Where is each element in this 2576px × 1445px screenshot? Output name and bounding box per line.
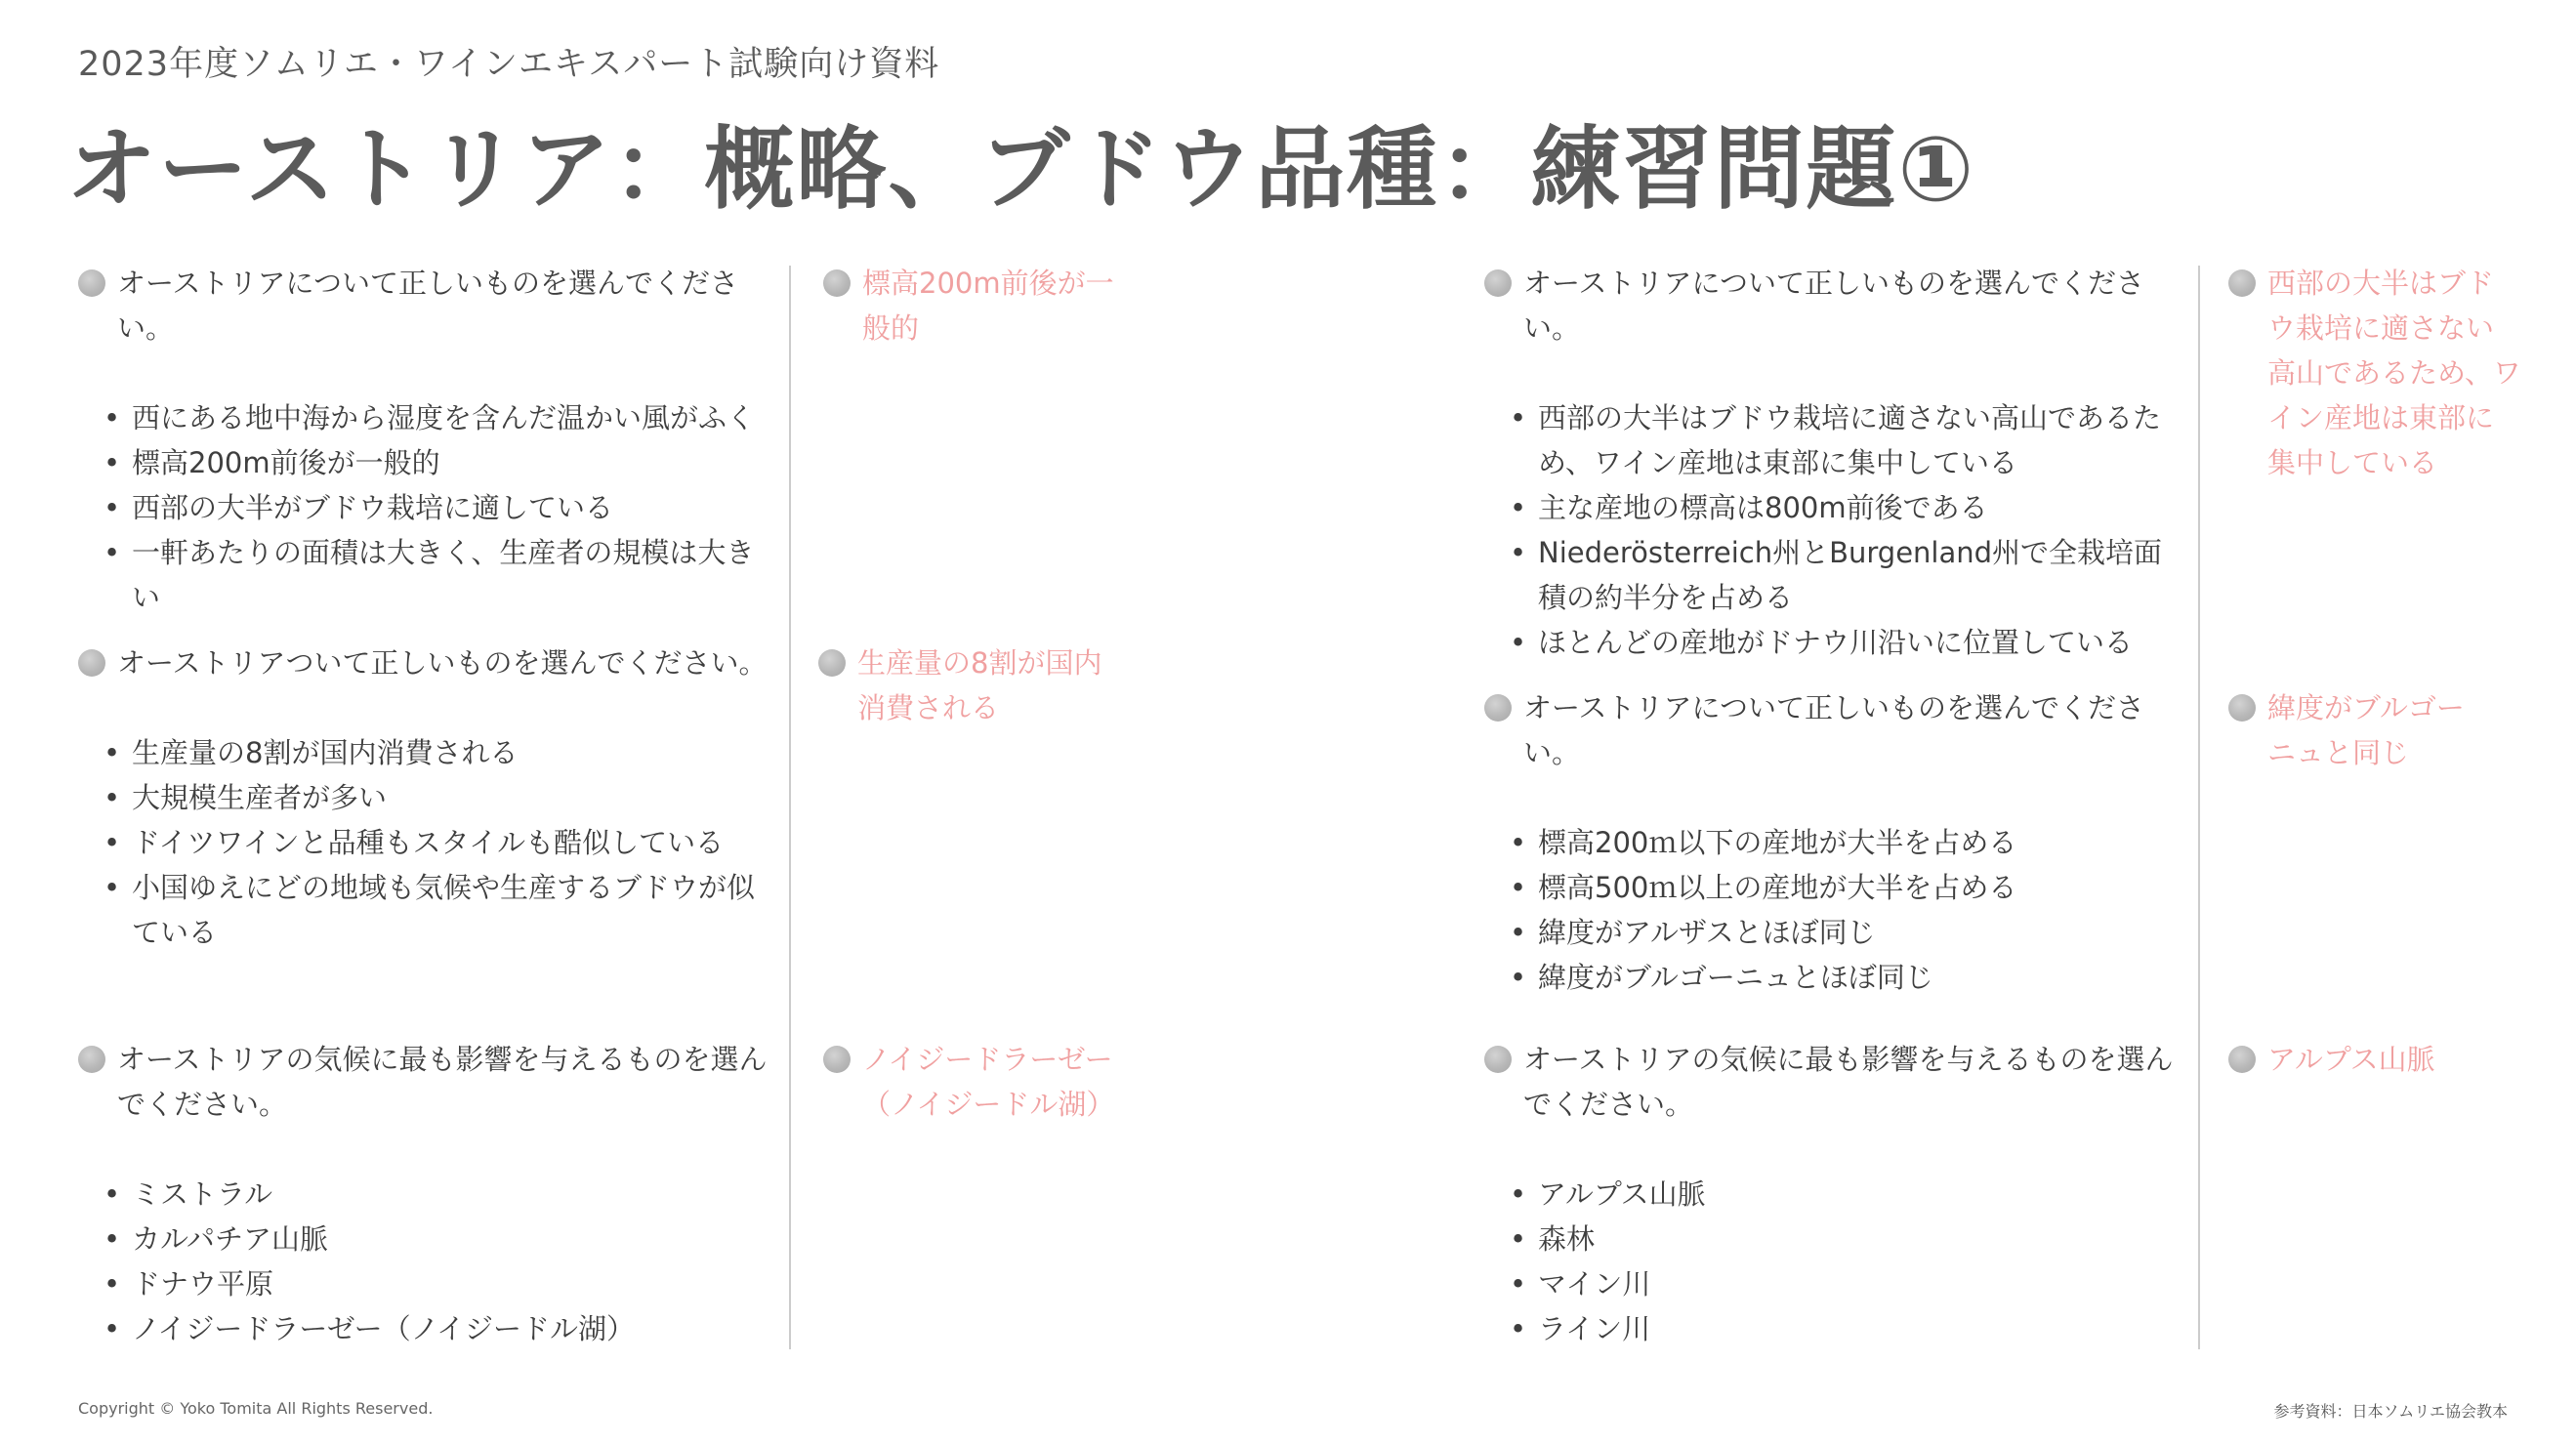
circle-bullet-icon: [2228, 1046, 2256, 1073]
option-item: • ミストラル: [78, 1172, 781, 1217]
question-block-1: [78, 261, 781, 620]
circle-bullet-icon: [78, 1046, 105, 1073]
question-block-2: [78, 640, 781, 955]
answer-text: 標高200m前後が一般的: [862, 267, 1114, 345]
option-item: • ノイジードラーゼー（ノイジードル湖）: [78, 1306, 781, 1351]
answer-heading: [2228, 1037, 2521, 1082]
question-text: オーストリアについて正しいものを選んでください。: [1523, 691, 2144, 769]
circle-bullet-icon: [1484, 694, 1512, 722]
answer-block-3: [823, 1037, 1116, 1127]
option-item: • ドイツワインと品種もスタイルも酷似している: [78, 820, 781, 865]
option-item: • Niederösterreich州とBurgenland州で全栽培面積の約半分を占める: [1484, 530, 2187, 620]
question-block-5: [1484, 685, 2187, 1000]
question-heading: [78, 261, 781, 351]
question-heading: [1484, 261, 2187, 351]
option-item: • 西部の大半がブドウ栽培に適している: [78, 485, 781, 530]
option-item: • ドナウ平原: [78, 1261, 781, 1306]
circle-bullet-icon: [1484, 1046, 1512, 1073]
circle-bullet-icon: [78, 269, 105, 297]
option-item: • 標高500ｍ以上の産地が大半を占める: [1484, 865, 2187, 910]
question-heading: [78, 1037, 781, 1127]
circle-bullet-icon: [818, 649, 846, 677]
option-list: [78, 395, 781, 620]
answer-heading: [818, 640, 1111, 730]
circle-bullet-icon: [823, 269, 851, 297]
answer-heading: [823, 261, 1116, 351]
question-heading: [78, 640, 781, 685]
answer-text: 生産量の8割が国内消費される: [857, 646, 1102, 724]
question-heading: [1484, 685, 2187, 775]
option-item: • ライン川: [1484, 1306, 2187, 1351]
circle-bullet-icon: [1484, 269, 1512, 297]
answer-text: ノイジードラーゼー（ノイジードル湖）: [862, 1043, 1115, 1121]
option-item: • 標高200m前後が一般的: [78, 440, 781, 485]
question-text: オーストリアの気候に最も影響を与えるものを選んでください。: [1523, 1043, 2174, 1121]
copyright-text: Copyright © Yoko Tomita All Rights Reserved.: [78, 1399, 434, 1418]
question-block-4: [1484, 261, 2187, 665]
answer-block-1: [823, 261, 1116, 351]
option-item: • アルプス山脈: [1484, 1172, 2187, 1217]
answer-heading: [2228, 261, 2521, 485]
question-text: オーストリアついて正しいものを選んでください。: [117, 646, 768, 680]
page-subtitle: 2023年度ソムリエ・ワインエキスパート試験向け資料: [78, 45, 940, 84]
option-item: • 森林: [1484, 1217, 2187, 1261]
option-item: • 生産量の8割が国内消費される: [78, 730, 781, 775]
reference-text: 参考資料：日本ソムリエ協会教本: [2273, 1402, 2508, 1421]
circle-bullet-icon: [2228, 694, 2256, 722]
question-text: オーストリアの気候に最も影響を与えるものを選んでください。: [117, 1043, 768, 1121]
option-item: • カルパチア山脈: [78, 1217, 781, 1261]
right-column-divider: [2198, 266, 2200, 1349]
answer-block-4: [2228, 261, 2521, 485]
option-item: • ほとんどの産地がドナウ川沿いに位置している: [1484, 620, 2187, 665]
question-text: オーストリアについて正しいものを選んでください。: [1523, 267, 2144, 345]
answer-block-6: [2228, 1037, 2521, 1082]
circle-bullet-icon: [2228, 269, 2256, 297]
question-text: オーストリアについて正しいものを選んでください。: [117, 267, 738, 345]
circle-bullet-icon: [823, 1046, 851, 1073]
option-item: • 西部の大半はブドウ栽培に適さない高山であるため、ワイン産地は東部に集中している: [1484, 395, 2187, 485]
option-item: • 大規模生産者が多い: [78, 775, 781, 820]
question-heading: [1484, 1037, 2187, 1127]
answer-text: アルプス山脈: [2267, 1043, 2435, 1076]
option-item: • 緯度がブルゴーニュとほぼ同じ: [1484, 955, 2187, 1000]
answer-heading: [823, 1037, 1116, 1127]
option-item: • 主な産地の標高は800m前後である: [1484, 485, 2187, 530]
page-title: オーストリア：概略、ブドウ品種：練習問題①: [66, 117, 1976, 222]
option-item: • 西にある地中海から湿度を含んだ温かい風がふく: [78, 395, 781, 440]
answer-text: 西部の大半はブドウ栽培に適さない高山であるため、ワイン産地は東部に集中している: [2267, 267, 2521, 479]
option-item: • 小国ゆえにどの地域も気候や生産するブドウが似ている: [78, 865, 781, 955]
option-item: • 一軒あたりの面積は大きく、生産者の規模は大きい: [78, 530, 781, 620]
left-column-divider: [789, 266, 791, 1349]
option-list: [78, 1172, 781, 1351]
question-block-3: [78, 1037, 781, 1351]
answer-block-2: [818, 640, 1111, 730]
option-item: • マイン川: [1484, 1261, 2187, 1306]
option-list: [1484, 1172, 2187, 1351]
option-item: • 標高200ｍ以下の産地が大半を占める: [1484, 820, 2187, 865]
option-item: • 緯度がアルザスとほぼ同じ: [1484, 910, 2187, 955]
circle-bullet-icon: [78, 649, 105, 677]
answer-heading: [2228, 685, 2472, 775]
answer-text: 緯度がブルゴーニュと同じ: [2267, 691, 2465, 769]
answer-block-5: [2228, 685, 2472, 775]
option-list: [78, 730, 781, 955]
question-block-6: [1484, 1037, 2187, 1351]
option-list: [1484, 820, 2187, 1000]
option-list: [1484, 395, 2187, 665]
